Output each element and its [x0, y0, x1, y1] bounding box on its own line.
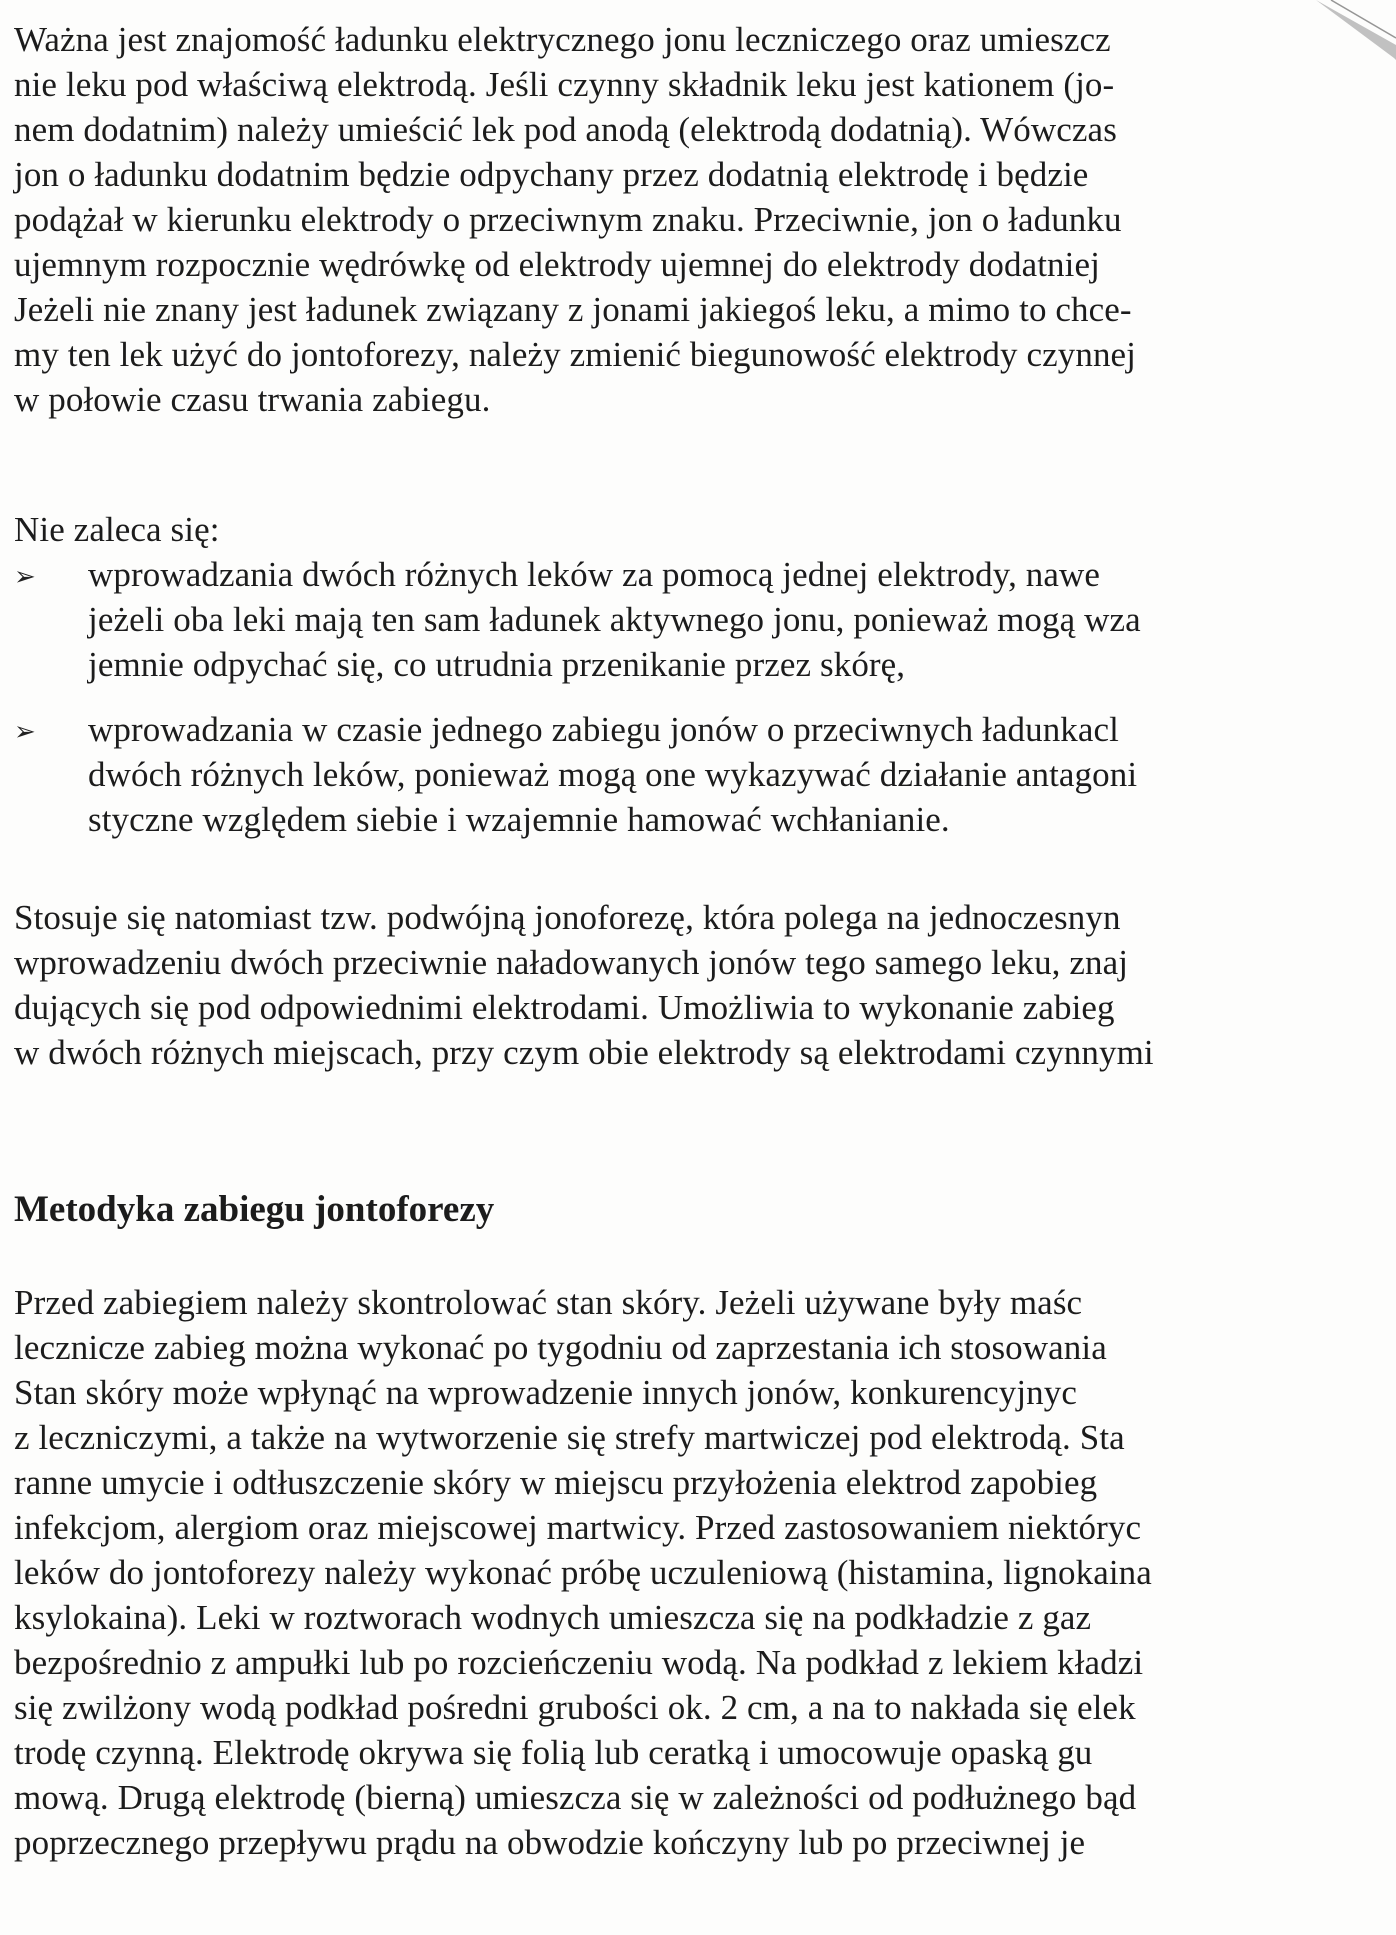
paragraph-1-line-4: jon o ładunku dodatnim będzie odpychany przez dodatnią elektrodę i będzie — [14, 155, 1089, 194]
bullet-1-line-3: jemnie odpychać się, co utrudnia przenikanie przez skórę, — [88, 645, 906, 684]
bullet-1-line-1: wprowadzania dwóch różnych leków za pomocą jednej elektrody, nawe — [88, 555, 1101, 594]
paragraph-1-line-7: Jeżeli nie znany jest ładunek związany z jonami jakiegoś leku, a mimo to chce- — [14, 290, 1132, 329]
paragraph-3-line-3: Stan skóry może wpłynąć na wprowadzenie innych jonów, konkurencyjnyc — [14, 1373, 1077, 1412]
paragraph-3-line-6: infekcjom, alergiom oraz miejscowej martwicy. Przed zastosowaniem niektóryc — [14, 1508, 1142, 1547]
paragraph-3-line-8: ksylokaina). Leki w roztworach wodnych umieszcza się na podkładzie z gaz — [14, 1598, 1092, 1637]
bullet-arrow-icon: ➢ — [14, 562, 36, 591]
paragraph-2-line-4: w dwóch różnych miejscach, przy czym obie elektrody są elektrodami czynnymi — [14, 1033, 1154, 1072]
not-recommended-intro: Nie zaleca się: — [14, 510, 220, 549]
paragraph-3-line-9: bezpośrednio z ampułki lub po rozcieńczeniu wodą. Na podkład z lekiem kładzi — [14, 1643, 1144, 1682]
paragraph-3-line-13: poprzecznego przepływu prądu na obwodzie kończyny lub po przeciwnej je — [14, 1823, 1086, 1862]
paragraph-3-line-11: trodę czynną. Elektrodę okrywa się folią lub ceratką i umocowuje opaską gu — [14, 1733, 1093, 1772]
paragraph-1-line-2: nie leku pod właściwą elektrodą. Jeśli czynny składnik leku jest kationem (jo- — [14, 65, 1115, 104]
bullet-2-line-1: wprowadzania w czasie jednego zabiegu jonów o przeciwnych ładunkacl — [88, 710, 1119, 749]
paragraph-1-line-5: podążał w kierunku elektrody o przeciwnym znaku. Przeciwnie, jon o ładunku — [14, 200, 1122, 239]
paragraph-1-line-9: w połowie czasu trwania zabiegu. — [14, 380, 491, 419]
paragraph-2-line-1: Stosuje się natomiast tzw. podwójną jonoforezę, która polega na jednoczesnyn — [14, 898, 1121, 937]
paragraph-2-line-3: dujących się pod odpowiednimi elektrodami. Umożliwia to wykonanie zabieg — [14, 988, 1115, 1027]
paragraph-3-line-4: z leczniczymi, a także na wytworzenie się strefy martwiczej pod elektrodą. Sta — [14, 1418, 1125, 1457]
paragraph-3-line-12: mową. Drugą elektrodę (bierną) umieszcza się w zależności od podłużnego bąd — [14, 1778, 1137, 1817]
paragraph-1-line-8: my ten lek użyć do jontoforezy, należy zmienić biegunowość elektrody czynnej — [14, 335, 1137, 374]
paragraph-3-line-10: się zwilżony wodą podkład pośredni grubości ok. 2 cm, a na to nakłada się elek — [14, 1688, 1136, 1727]
bullet-arrow-icon: ➢ — [14, 717, 36, 746]
bullet-1-line-2: jeżeli oba leki mają ten sam ładunek aktywnego jonu, ponieważ mogą wza — [88, 600, 1141, 639]
paragraph-1-line-3: nem dodatnim) należy umieścić lek pod anodą (elektrodą dodatnią). Wówczas — [14, 110, 1117, 149]
paragraph-3-line-5: ranne umycie i odtłuszczenie skóry w miejscu przyłożenia elektrod zapobieg — [14, 1463, 1098, 1502]
section-heading: Metodyka zabiegu jontoforezy — [14, 1189, 495, 1230]
paragraph-1-line-6: ujemnym rozpocznie wędrówkę od elektrody ujemnej do elektrody dodatniej — [14, 245, 1100, 284]
bullet-2-line-3: styczne względem siebie i wzajemnie hamować wchłanianie. — [88, 800, 950, 839]
paragraph-2-line-2: wprowadzeniu dwóch przeciwnie naładowanych jonów tego samego leku, znaj — [14, 943, 1129, 982]
bullet-2-line-2: dwóch różnych leków, ponieważ mogą one wykazywać działanie antagoni — [88, 755, 1138, 794]
paragraph-3-line-7: leków do jontoforezy należy wykonać próbę uczuleniową (histamina, lignokaina — [14, 1553, 1152, 1592]
paragraph-3-line-2: lecznicze zabieg można wykonać po tygodniu od zaprzestania ich stosowania — [14, 1328, 1107, 1367]
paragraph-1-line-1: Ważna jest znajomość ładunku elektrycznego jonu leczniczego oraz umieszcz — [14, 20, 1111, 59]
paragraph-3-line-1: Przed zabiegiem należy skontrolować stan skóry. Jeżeli używane były maśc — [14, 1283, 1083, 1322]
